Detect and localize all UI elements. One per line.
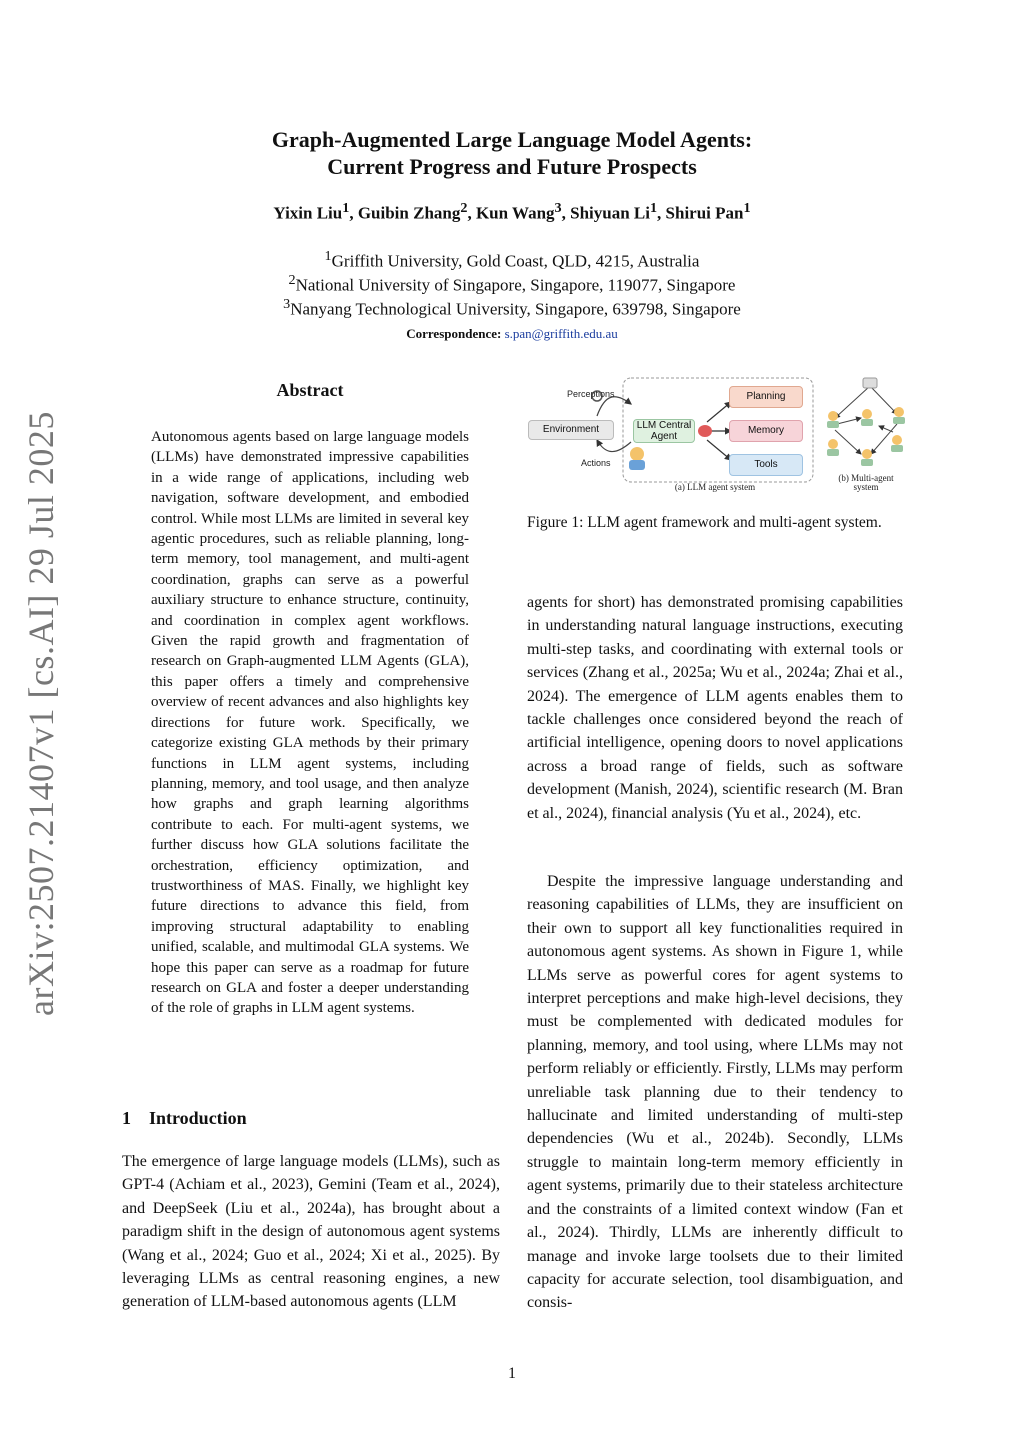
tools-box: Tools <box>729 454 803 476</box>
affiliation: $^2$National University of Singapore, Singapore, 119077, Singapore <box>288 272 736 295</box>
perceptions-label: Perceptions <box>567 389 615 399</box>
agent-head-icon <box>630 447 644 461</box>
title-line-1: Graph-Augmented Large Language Model Agents: <box>271 127 753 152</box>
author-list: Yixin Liu$^1$, Guibin Zhang$^2$, Kun Wang$^3$, Shiyuan Li$^1$, Shirui Pan$^1$ <box>273 200 751 223</box>
perception-arrow <box>597 397 631 416</box>
arxiv-stamp: arXiv:2507.21407v1 [cs.AI] 29 Jul 2025 <box>21 411 61 1016</box>
section-number: 1 <box>122 1108 131 1128</box>
author-name: Shirui Pan <box>665 203 744 223</box>
author-sup: 1 <box>649 200 658 216</box>
abstract-heading: Abstract <box>276 380 344 400</box>
author-name: Shiyuan Li <box>570 203 650 223</box>
figure-1 <box>525 374 910 500</box>
intro-left-paragraph: The emergence of large language models (LLMs), such as GPT-4 (Achiam et al., 2023), Gemini (Team et al., 2024), and DeepSeek (Liu et al., 2024a), has brought about a paradigm shift in the design of autonomous agent systems (Wang et al., 2024; Guo et al., 2024; Xi et al., 2025). By leveraging LLMs as central reasoning engines, a new generation of LLM-based autonomous agents (LLM <box>122 1153 500 1311</box>
affiliation: $^1$Griffith University, Gold Coast, QLD, 4215, Australia <box>324 248 700 271</box>
arrow-to-planning <box>707 402 731 422</box>
author-name: Kun Wang <box>475 203 555 223</box>
intro-right-paragraph-1: agents for short) has demonstrated promising capabilities in understanding natural language instructions, executing multi-step tasks, and coordinating with external tools or services (Zhang et al., 2025a; Wu et al., 2024a; Zhai et al., 2024). The emergence of LLM agents enables them to tackle challenges once considered beyond the reach of artificial intelligence, opening doors to novel applications across a broad range of fields, such as software development (Manish, 2024), scientific research (M. Bran et al., 2024), financial analysis (Yu et al., 2024), etc. <box>527 594 903 822</box>
title-line-2: Current Progress and Future Prospects <box>327 154 697 179</box>
subfigure-a-caption: (a) LLM agent system <box>674 482 756 492</box>
figure-caption: Figure 1: LLM agent framework and multi-agent system. <box>527 514 882 531</box>
planning-box: Planning <box>729 386 803 408</box>
paper-title <box>0 126 1024 180</box>
multi-agent-graph <box>827 378 905 466</box>
author-sup: 3 <box>554 200 562 216</box>
author-sup: 2 <box>460 200 468 216</box>
arrow-to-tools <box>707 440 731 460</box>
brain-icon <box>698 425 712 437</box>
environment-box: Environment <box>528 420 614 440</box>
correspondence <box>0 326 1024 342</box>
author-sup: 1 <box>342 200 350 216</box>
abstract-text: Autonomous agents based on large language models (LLMs) have demonstrated impressive capabilities in a wide range of applications, including web navigation, software development, and embodied control. While most LLMs are limited in several key agentic procedures, such as reliable planning, long-term memory, tool management, and multi-agent coordination, graphs can serve as a powerful auxiliary structure to enhance structure, continuity, and coordination in complex agent workflows. Given the rapid growth and fragmentation of research on Graph-augmented LLM Agents (GLA), this paper offers a timely and comprehensive overview of recent advances and also highlights key directions for future work. Specifically, we categorize existing GLA methods by their primary functions in LLM agent systems, including planning, memory, and tool usage, and then analyze how graphs and graph learning algorithms contribute to each. For multi-agent systems, we further discuss how GLA solutions facilitate the orchestration, efficiency optimization, and trustworthiness of MAS. Finally, we highlight key future directions to advance this field, from improving structural adaptability to enabling unified, scalable, and multimodal GLA systems. We hope this paper can serve as a roadmap for future research on GLA and foster a deeper understanding of the role of graphs in LLM agent systems. <box>151 429 469 1017</box>
central-agent-box: LLM Central Agent <box>633 419 695 443</box>
correspondence-email-link[interactable]: s.pan@griffith.edu.au <box>504 326 618 341</box>
memory-box: Memory <box>729 420 803 442</box>
intro-right-paragraph-2: Despite the impressive language understanding and reasoning capabilities of LLMs, they are insufficient on their own to support all key functionalities required in autonomous agent systems. As shown in Figure 1, while LLMs serve as powerful cores for agent systems to interpret perceptions and make high-level decisions, they must be complemented with dedicated modules for planning, memory, and tool using, where LLMs may not perform reliably or efficiently. Firstly, LLMs may perform unreliable task planning due to their tendency to hallucinate and limited understanding of multi-step dependencies (Wu et al., 2024b). Secondly, LLMs struggle to maintain long-term memory efficiently in agent systems, primarily due to their stateless architecture and the constraints of a limited context window (Fan et al., 2024). Thirdly, LLMs are inherently difficult to manage and invoke large toolsets due to their limited capacity for accurate selection, tool disambiguation, and consis- <box>527 873 903 1312</box>
author-sup: 1 <box>743 200 751 216</box>
correspondence-label: Correspondence: <box>406 326 502 341</box>
section-heading <box>122 1108 247 1129</box>
subfigure-b-caption: (b) Multi-agent system <box>838 473 894 492</box>
page-number: 1 <box>508 1365 516 1382</box>
section-title: Introduction <box>149 1108 247 1128</box>
agent-body-icon <box>629 460 645 470</box>
affiliation: $^3$Nanyang Technological University, Singapore, 639798, Singapore <box>283 296 741 319</box>
author-name: Guibin Zhang <box>357 203 461 223</box>
author-name: Yixin Liu <box>273 203 343 223</box>
actions-label: Actions <box>581 458 611 468</box>
action-arrow <box>597 440 631 452</box>
